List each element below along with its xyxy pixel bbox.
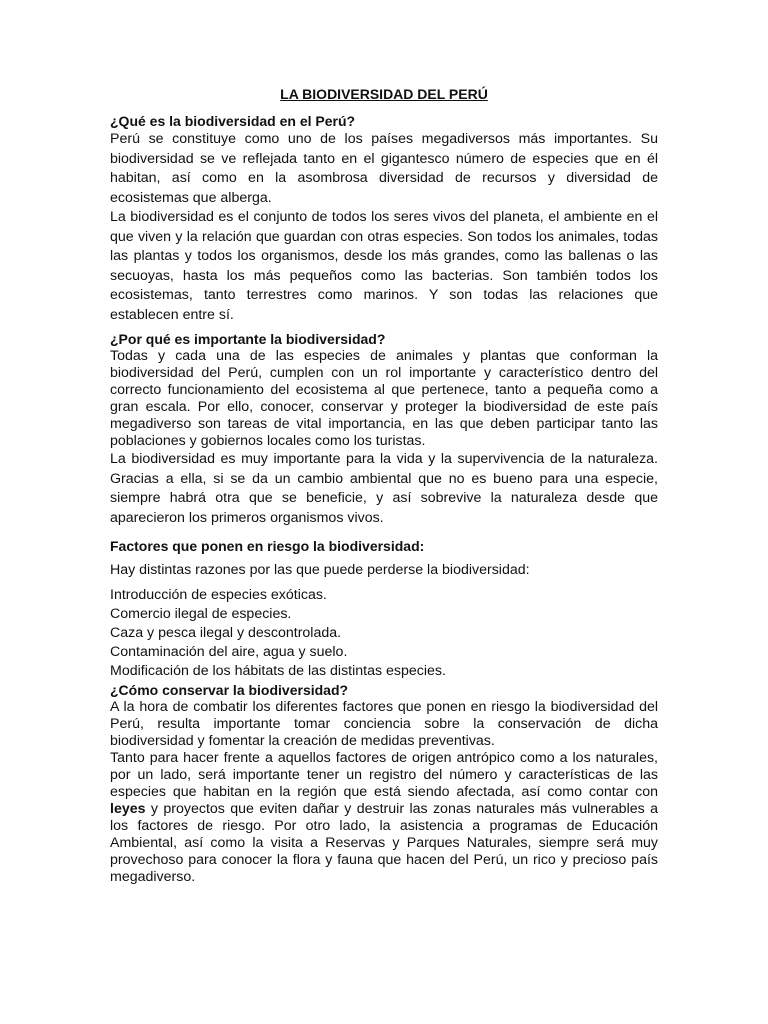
paragraph-text: y proyectos que eviten dañar y destruir las zonas naturales más vulnerables a los factores de riesgo. Por otro lado, la asistencia a programas de Educación Ambiental, así como la visita a Reservas y Parques Naturales, siempre será muy provechoso para conocer la flora y fauna que hacen del Perú, un rico y precioso país megadiverso. <box>110 800 658 885</box>
list-item: Comercio ilegal de especies. <box>110 605 292 622</box>
paragraph: La biodiversidad es muy importante para la vida y la supervivencia de la naturaleza. Gracias a ella, si se da un cambio ambiental que no es bueno para una especie, siempre habrá otra que se beneficie, y así sobrevive la naturaleza desde que aparecieron los primeros organismos vivos. <box>110 451 658 526</box>
list-item: Contaminación del aire, agua y suelo. <box>110 643 348 660</box>
document-body <box>110 84 658 886</box>
document-title: LA BIODIVERSIDAD DEL PERÚ <box>280 86 488 102</box>
paragraph: A la hora de combatir los diferentes factores que ponen en riesgo la biodiversidad del Perú, resulta importante tomar conciencia sobre la conservación de dicha biodiversidad y fomentar la creación de medidas preventivas. <box>110 698 658 749</box>
paragraph: Perú se constituye como uno de los países megadiversos más importantes. Su biodiversidad se ve reflejada tanto en el gigantesco número de especies que en él habitan, así como en la asombrosa diversidad de recursos y diversidad de ecosistemas que alberga. <box>110 131 658 206</box>
list-item: Introducción de especies exóticas. <box>110 586 327 603</box>
paragraph: La biodiversidad es el conjunto de todos los seres vivos del planeta, el ambiente en el que viven y la relación que guardan con otras especies. Son todos los animales, todas las plantas y todos los organismos, desde los más grandes, como las ballenas o las secuoyas, hasta los más pequeños como las bacterias. Son también todos los ecosistemas, tanto terrestres como marinos. Y son todas las relaciones que establecen entre sí. <box>110 209 658 323</box>
paragraph: Hay distintas razones por las que puede perderse la biodiversidad: <box>110 562 530 578</box>
section-heading-what-is: ¿Qué es la biodiversidad en el Perú? <box>110 113 356 129</box>
paragraph <box>110 750 658 886</box>
risk-factors-list <box>110 586 658 681</box>
section-heading-why-important: ¿Por qué es importante la biodiversidad? <box>110 331 386 347</box>
paragraph-text: Tanto para hacer frente a aquellos factores de origen antrópico como a los naturales, por un lado, será importante tener un registro del número y características de las especies que habitan en la región que está siendo afectada, así como contar con <box>110 749 658 800</box>
list-item: Caza y pesca ilegal y descontrolada. <box>110 624 342 641</box>
section-heading-how-to-conserve: ¿Cómo conservar la biodiversidad? <box>110 681 349 698</box>
section-heading-risk-factors: Factores que ponen en riesgo la biodiversidad: <box>110 538 425 554</box>
bold-term-leyes: leyes <box>110 800 146 817</box>
paragraph: Todas y cada una de las especies de animales y plantas que conforman la biodiversidad del Perú, cumplen con un rol importante y característico dentro del correcto funcionamiento del ecosistema al que pertenece, tanto a pequeña como a gran escala. Por ello, conocer, conservar y proteger la biodiversidad de este país megadiverso son tareas de vital importancia, en las que deben participar tanto las poblaciones y gobiernos locales como los turistas. <box>110 348 658 449</box>
list-item: Modificación de los hábitats de las distintas especies. <box>110 662 446 679</box>
